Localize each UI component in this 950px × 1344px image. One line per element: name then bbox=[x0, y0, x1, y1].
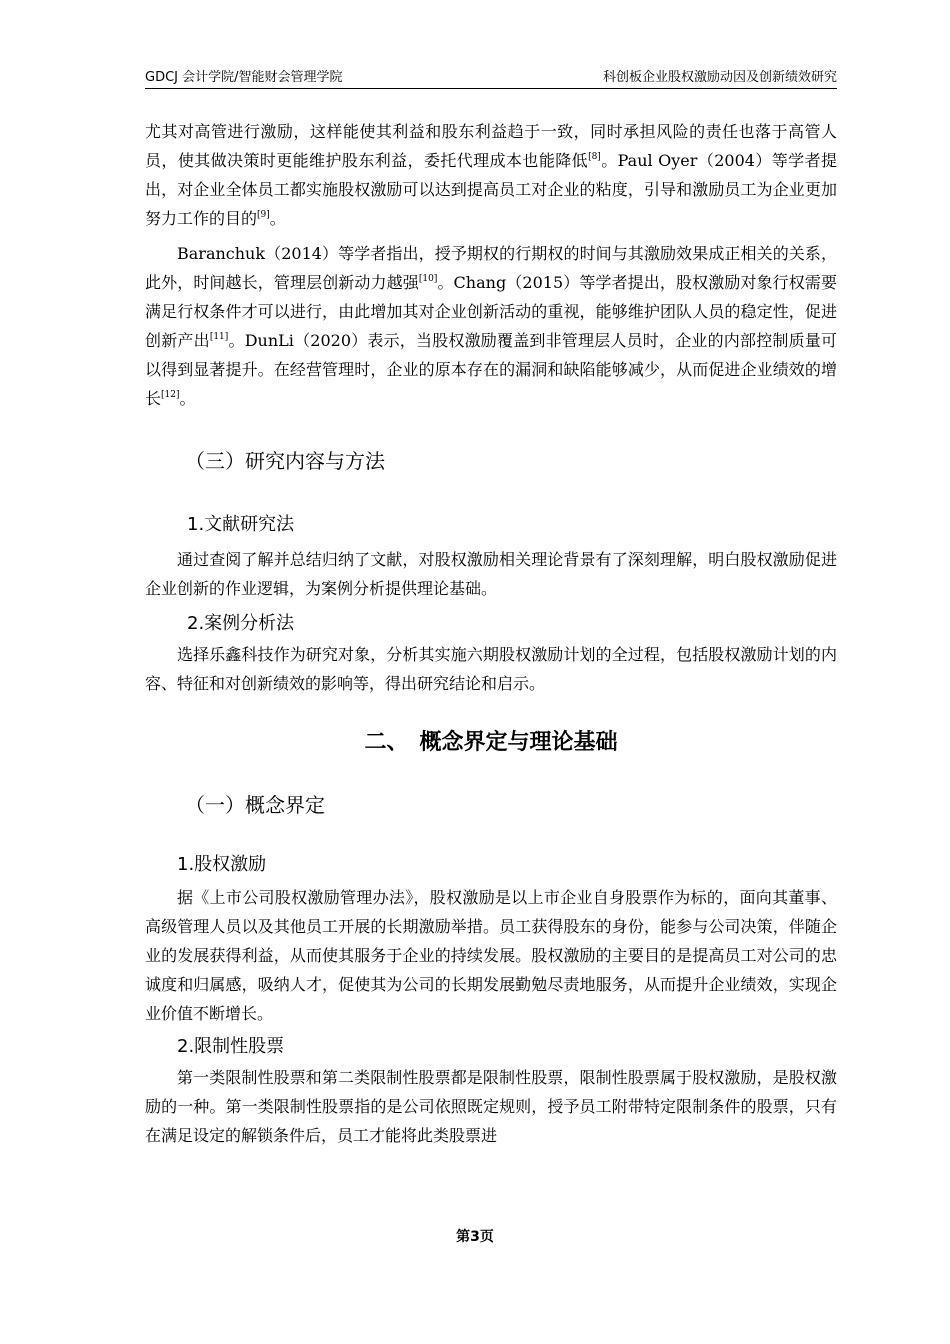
body-paragraph: 据《上市公司股权激励管理办法》，股权激励是以上市企业自身股票作为标的，面向其董事、高级管理人员以及其他员工开展的长期激励举措。员工获得股东的身份，能参与公司决策，伴随企业的发展获得利益，从而使其服务于企业的持续发展。股权激励的主要目的是提高员工对公司的忠诚度和归属感，吸纳人才，促使其为公司的长期发展勤勉尽责地服务，从而提升企业绩效，实现企业价值不断增长。 bbox=[145, 888, 837, 1023]
page-content bbox=[145, 117, 837, 1150]
body-paragraph: 选择乐鑫科技作为研究对象，分析其实施六期股权激励计划的全过程，包括股权激励计划的内容、特征和对创新绩效的影响等，得出研究结论和启示。 bbox=[145, 645, 837, 693]
body-paragraph: 尤其对高管进行激励，这样能使其利益和股东利益趋于一致，同时承担风险的责任也落于高管人员，使其做决策时更能维护股东利益，委托代理成本也能降低[8]。Paul Oyer（2004）等学者提出，对企业全体员工都实施股权激励可以达到提高员工对企业的粘度，引导和激励员工为企业更加努力工作的目的[9]。 bbox=[145, 122, 837, 228]
section-heading: （三）研究内容与方法 bbox=[185, 449, 385, 473]
section-heading: （一）概念界定 bbox=[185, 793, 325, 817]
citation: [8] bbox=[588, 152, 601, 162]
header-left: GDCJ 会计学院/智能财会管理学院 bbox=[145, 70, 343, 85]
chapter-heading: 二、 概念界定与理论基础 bbox=[364, 730, 618, 755]
subsection-heading: 1.股权激励 bbox=[177, 854, 267, 875]
body-paragraph: 通过查阅了解并总结归纳了文献，对股权激励相关理论背景有了深刻理解，明白股权激励促进企业创新的作业逻辑，为案例分析提供理论基础。 bbox=[145, 550, 837, 598]
subsection-heading: 2.案例分析法 bbox=[187, 613, 295, 634]
page-header bbox=[145, 64, 837, 89]
subsection-heading: 2.限制性股票 bbox=[177, 1036, 285, 1057]
citation: [12] bbox=[161, 390, 180, 400]
subsection-heading: 1.文献研究法 bbox=[187, 514, 295, 535]
header-right: 科创板企业股权激励动因及创新绩效研究 bbox=[602, 70, 837, 85]
page-number: 第3页 bbox=[456, 1229, 494, 1245]
citation: [11] bbox=[209, 332, 229, 342]
body-paragraph: 第一类限制性股票和第二类限制性股票都是限制性股票，限制性股票属于股权激励，是股权激励的一种。第一类限制性股票指的是公司依照既定规则，授予员工附带特定限制条件的股票，只有在满足设定的解锁条件后，员工才能将此类股票进 bbox=[145, 1068, 837, 1145]
citation: [10] bbox=[418, 274, 438, 284]
citation: [9] bbox=[257, 210, 270, 220]
body-paragraph: Baranchuk（2014）等学者指出，授予期权的行期权的时间与其激励效果成正相关的关系，此外，时间越长，管理层创新动力越强[10]。Chang（2015）等学者提出，股权激励对象行权需要满足行权条件才可以进行，由此增加其对企业创新活动的重视，能够维护团队人员的稳定性，促进创新产出[11]。DunLi（2020）表示，当股权激励覆盖到非管理层人员时，企业的内部控制质量可以得到显著提升。在经营管理时，企业的原本存在的漏洞和缺陷能够减少，从而促进企业绩效的增长[12]。 bbox=[145, 244, 837, 408]
